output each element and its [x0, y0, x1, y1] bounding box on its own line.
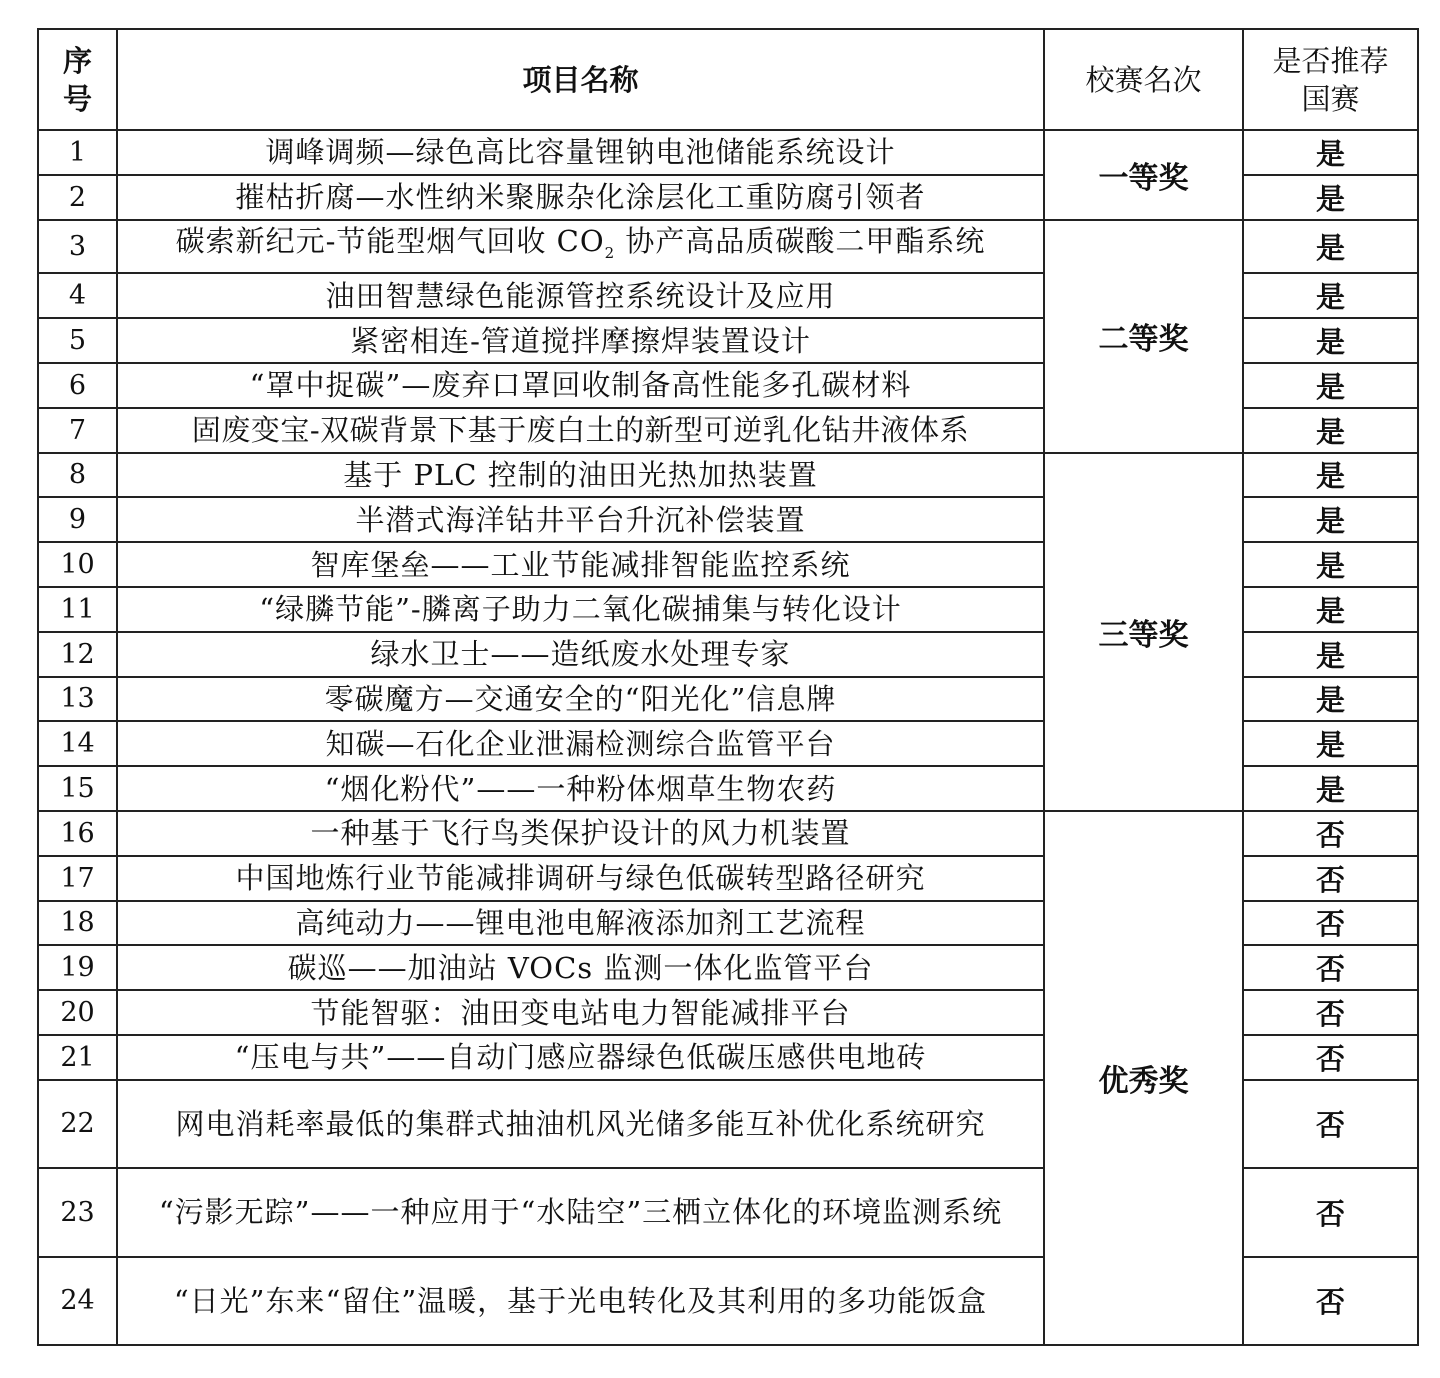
recommend-value: 是: [1243, 766, 1418, 811]
project-name: 绿水卫士——造纸废水处理专家: [117, 632, 1044, 677]
row-no: 1: [38, 130, 117, 175]
project-name: 调峰调频—绿色高比容量锂钠电池储能系统设计: [117, 130, 1044, 175]
project-name: 高纯动力——锂电池电解液添加剂工艺流程: [117, 901, 1044, 946]
recommend-value: 否: [1243, 811, 1418, 856]
project-name: “罩中捉碳”—废弃口罩回收制备高性能多孔碳材料: [117, 363, 1044, 408]
project-name: [117, 220, 1044, 274]
recommend-value: 是: [1243, 130, 1418, 175]
rank-third: 三等奖: [1044, 453, 1243, 811]
row-no: 6: [38, 363, 117, 408]
row-no: 16: [38, 811, 117, 856]
recommend-value: 是: [1243, 220, 1418, 274]
row-no: 19: [38, 945, 117, 990]
row-no: 15: [38, 766, 117, 811]
row-no: 24: [38, 1257, 117, 1345]
table-header-row: [38, 29, 1418, 130]
recommend-value: 否: [1243, 1080, 1418, 1168]
recommend-value: 是: [1243, 632, 1418, 677]
row-no: 7: [38, 408, 117, 453]
header-rank: 校赛名次: [1044, 29, 1243, 130]
recommend-value: 是: [1243, 497, 1418, 542]
project-name: 油田智慧绿色能源管控系统设计及应用: [117, 273, 1044, 318]
header-no: 序号: [38, 29, 117, 130]
row-no: 12: [38, 632, 117, 677]
project-name: 知碳—石化企业泄漏检测综合监管平台: [117, 721, 1044, 766]
recommend-value: 否: [1243, 1168, 1418, 1256]
table-row: [38, 453, 1418, 498]
recommend-value: 是: [1243, 363, 1418, 408]
row-no: 9: [38, 497, 117, 542]
recommend-value: 否: [1243, 945, 1418, 990]
project-name: 基于 PLC 控制的油田光热加热装置: [117, 453, 1044, 498]
table-row: [38, 220, 1418, 274]
recommend-value: 是: [1243, 677, 1418, 722]
rank-excellent: 优秀奖: [1044, 811, 1243, 1345]
row-no: 23: [38, 1168, 117, 1256]
row-no: 13: [38, 677, 117, 722]
row-no: 14: [38, 721, 117, 766]
project-name: 一种基于飞行鸟类保护设计的风力机装置: [117, 811, 1044, 856]
row-no: 21: [38, 1035, 117, 1080]
row-no: 17: [38, 856, 117, 901]
project-name-part: 协产高品质碳酸二甲酯系统: [615, 223, 986, 258]
project-name: 网电消耗率最低的集群式抽油机风光储多能互补优化系统研究: [117, 1080, 1044, 1168]
row-no: 22: [38, 1080, 117, 1168]
recommend-value: 否: [1243, 990, 1418, 1035]
rank-first: 一等奖: [1044, 130, 1243, 220]
co2-subscript: 2: [604, 243, 616, 262]
rank-second: 二等奖: [1044, 220, 1243, 453]
recommend-value: 是: [1243, 542, 1418, 587]
project-name: “污影无踪”——一种应用于“水陆空”三栖立体化的环境监测系统: [117, 1168, 1044, 1256]
project-name: “烟化粉代”——一种粉体烟草生物农药: [117, 766, 1044, 811]
recommend-value: 是: [1243, 175, 1418, 220]
header-name: 项目名称: [117, 29, 1044, 130]
project-name: 零碳魔方—交通安全的“阳光化”信息牌: [117, 677, 1044, 722]
recommend-value: 否: [1243, 1035, 1418, 1080]
recommend-value: 否: [1243, 901, 1418, 946]
project-name: 摧枯折腐—水性纳米聚脲杂化涂层化工重防腐引领者: [117, 175, 1044, 220]
row-no: 2: [38, 175, 117, 220]
project-name: 节能智驱：油田变电站电力智能减排平台: [117, 990, 1044, 1035]
project-name: 固废变宝-双碳背景下基于废白土的新型可逆乳化钻井液体系: [117, 408, 1044, 453]
row-no: 18: [38, 901, 117, 946]
table-row: [38, 811, 1418, 856]
project-name: 碳巡——加油站 VOCs 监测一体化监管平台: [117, 945, 1044, 990]
project-name: “日光”东来“留住”温暖，基于光电转化及其利用的多功能饭盒: [117, 1257, 1044, 1345]
header-recommend: 是否推荐国赛: [1243, 29, 1418, 130]
recommend-value: 是: [1243, 587, 1418, 632]
recommend-value: 是: [1243, 273, 1418, 318]
row-no: 11: [38, 587, 117, 632]
recommend-value: 否: [1243, 856, 1418, 901]
recommend-value: 是: [1243, 318, 1418, 363]
project-name: 智库堡垒——工业节能减排智能监控系统: [117, 542, 1044, 587]
recommend-value: 是: [1243, 453, 1418, 498]
row-no: 4: [38, 273, 117, 318]
row-no: 8: [38, 453, 117, 498]
recommend-value: 是: [1243, 721, 1418, 766]
row-no: 20: [38, 990, 117, 1035]
project-name: “压电与共”——自动门感应器绿色低碳压感供电地砖: [117, 1035, 1044, 1080]
recommend-value: 是: [1243, 408, 1418, 453]
row-no: 10: [38, 542, 117, 587]
results-table: [37, 28, 1419, 1346]
project-name: 中国地炼行业节能减排调研与绿色低碳转型路径研究: [117, 856, 1044, 901]
row-no: 3: [38, 220, 117, 274]
table-row: [38, 130, 1418, 175]
project-name: 半潜式海洋钻井平台升沉补偿装置: [117, 497, 1044, 542]
row-no: 5: [38, 318, 117, 363]
project-name: “绿膦节能”-膦离子助力二氧化碳捕集与转化设计: [117, 587, 1044, 632]
project-name: 紧密相连-管道搅拌摩擦焊装置设计: [117, 318, 1044, 363]
recommend-value: 否: [1243, 1257, 1418, 1345]
project-name-part: 碳索新纪元-节能型烟气回收 CO: [175, 223, 605, 258]
